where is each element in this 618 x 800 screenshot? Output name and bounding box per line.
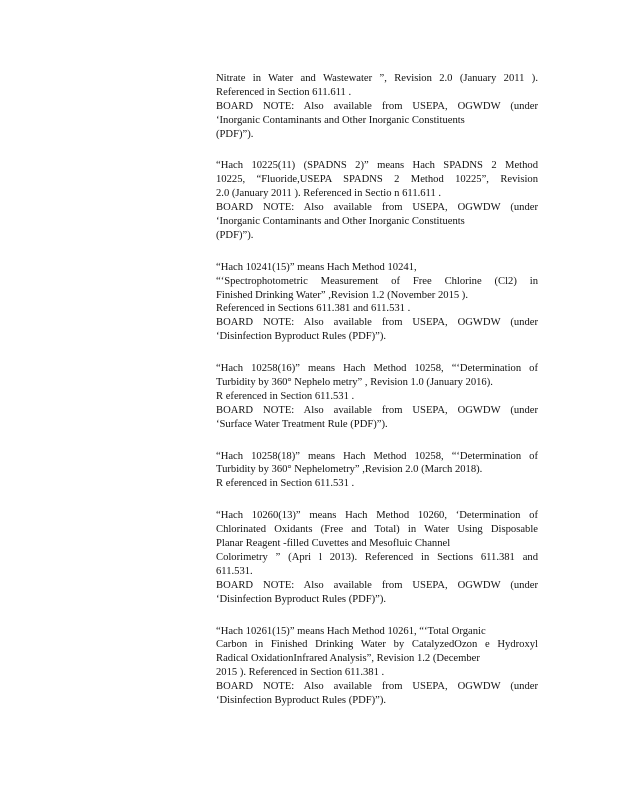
- text-line: R eferenced in Section 611.531 .: [216, 390, 355, 402]
- text-line: Planar Reagent -filled Cuvettes and Mesofluic Channel: [216, 538, 451, 550]
- text-line: Turbidity by 360° Nephelometry” ,Revision 2.0 (March 2018).: [216, 464, 483, 476]
- text-line: ‘Surface Water Treatment Rule (PDF)”).: [216, 418, 388, 430]
- reference-entry: [216, 261, 538, 344]
- text-line: Radical OxidationInfrared Analysis”, Revision 1.2 (December: [216, 653, 480, 665]
- text-line: “‘Spectrophotometric Measurement of Free Chlorine (Cl2) in: [216, 275, 538, 287]
- text-line: Referenced in Section 611.611 .: [216, 86, 352, 98]
- reference-entry: [216, 450, 538, 492]
- text-line: “Hach 10261(15)” means Hach Method 10261, “‘Total Organic: [216, 625, 486, 637]
- reference-entry: [216, 159, 538, 242]
- text-line: ‘Disinfection Byproduct Rules (PDF)”).: [216, 331, 387, 343]
- text-line: “Hach 10225(11) (SPADNS 2)” means Hach SPADNS 2 Method: [216, 160, 538, 172]
- text-line: (PDF)”).: [216, 229, 254, 241]
- text-line: ‘Disinfection Byproduct Rules (PDF)”).: [216, 593, 387, 605]
- text-line: Carbon in Finished Drinking Water by CatalyzedOzon e Hydroxyl: [216, 639, 538, 651]
- text-line: BOARD NOTE: Also available from USEPA, OGWDW (under: [216, 317, 538, 329]
- text-line: Nitrate in Water and Wastewater ”, Revision 2.0 (January 2011 ).: [216, 73, 538, 84]
- document-page: [216, 72, 538, 726]
- text-line: 611.531.: [216, 565, 253, 577]
- text-line: Finished Drinking Water” ,Revision 1.2 (November 2015 ).: [216, 289, 468, 301]
- text-line: Colorimetry ” (Apri l 2013). Referenced in Sections 611.381 and: [216, 551, 538, 563]
- text-line: ‘Inorganic Contaminants and Other Inorganic Constituents: [216, 216, 465, 228]
- text-line: ‘Disinfection Byproduct Rules (PDF)”).: [216, 694, 387, 706]
- text-line: “Hach 10241(15)” means Hach Method 10241,: [216, 261, 417, 273]
- text-line: 10225, “Fluoride,USEPA SPADNS 2 Method 10225”, Revision: [216, 174, 538, 186]
- text-line: Referenced in Sections 611.381 and 611.531 .: [216, 303, 411, 315]
- reference-entry: [216, 625, 538, 708]
- reference-entry: [216, 509, 538, 606]
- text-line: ‘Inorganic Contaminants and Other Inorganic Constituents: [216, 114, 465, 126]
- reference-entry: [216, 362, 538, 431]
- text-line: Chlorinated Oxidants (Free and Total) in Water Using Disposable: [216, 524, 538, 536]
- text-line: BOARD NOTE: Also available from USEPA, OGWDW (under: [216, 404, 538, 416]
- text-line: BOARD NOTE: Also available from USEPA, OGWDW (under: [216, 202, 538, 214]
- text-line: BOARD NOTE: Also available from USEPA, OGWDW (under: [216, 681, 538, 693]
- text-line: 2.0 (January 2011 ). Referenced in Sectio n 611.611 .: [216, 188, 442, 200]
- text-line: “Hach 10258(16)” means Hach Method 10258, “‘Determination of: [216, 363, 538, 375]
- text-line: (PDF)”).: [216, 128, 254, 140]
- text-line: “Hach 10260(13)” means Hach Method 10260, ‘Determination of: [216, 510, 538, 522]
- text-line: “Hach 10258(18)” means Hach Method 10258, “‘Determination of: [216, 450, 538, 462]
- reference-entry: [216, 72, 538, 141]
- text-line: 2015 ). Referenced in Section 611.381 .: [216, 667, 385, 679]
- text-line: BOARD NOTE: Also available from USEPA, OGWDW (under: [216, 100, 538, 112]
- text-line: R eferenced in Section 611.531 .: [216, 478, 355, 490]
- text-line: BOARD NOTE: Also available from USEPA, OGWDW (under: [216, 579, 538, 591]
- text-line: Turbidity by 360° Nephelo metry” , Revision 1.0 (January 2016).: [216, 377, 493, 389]
